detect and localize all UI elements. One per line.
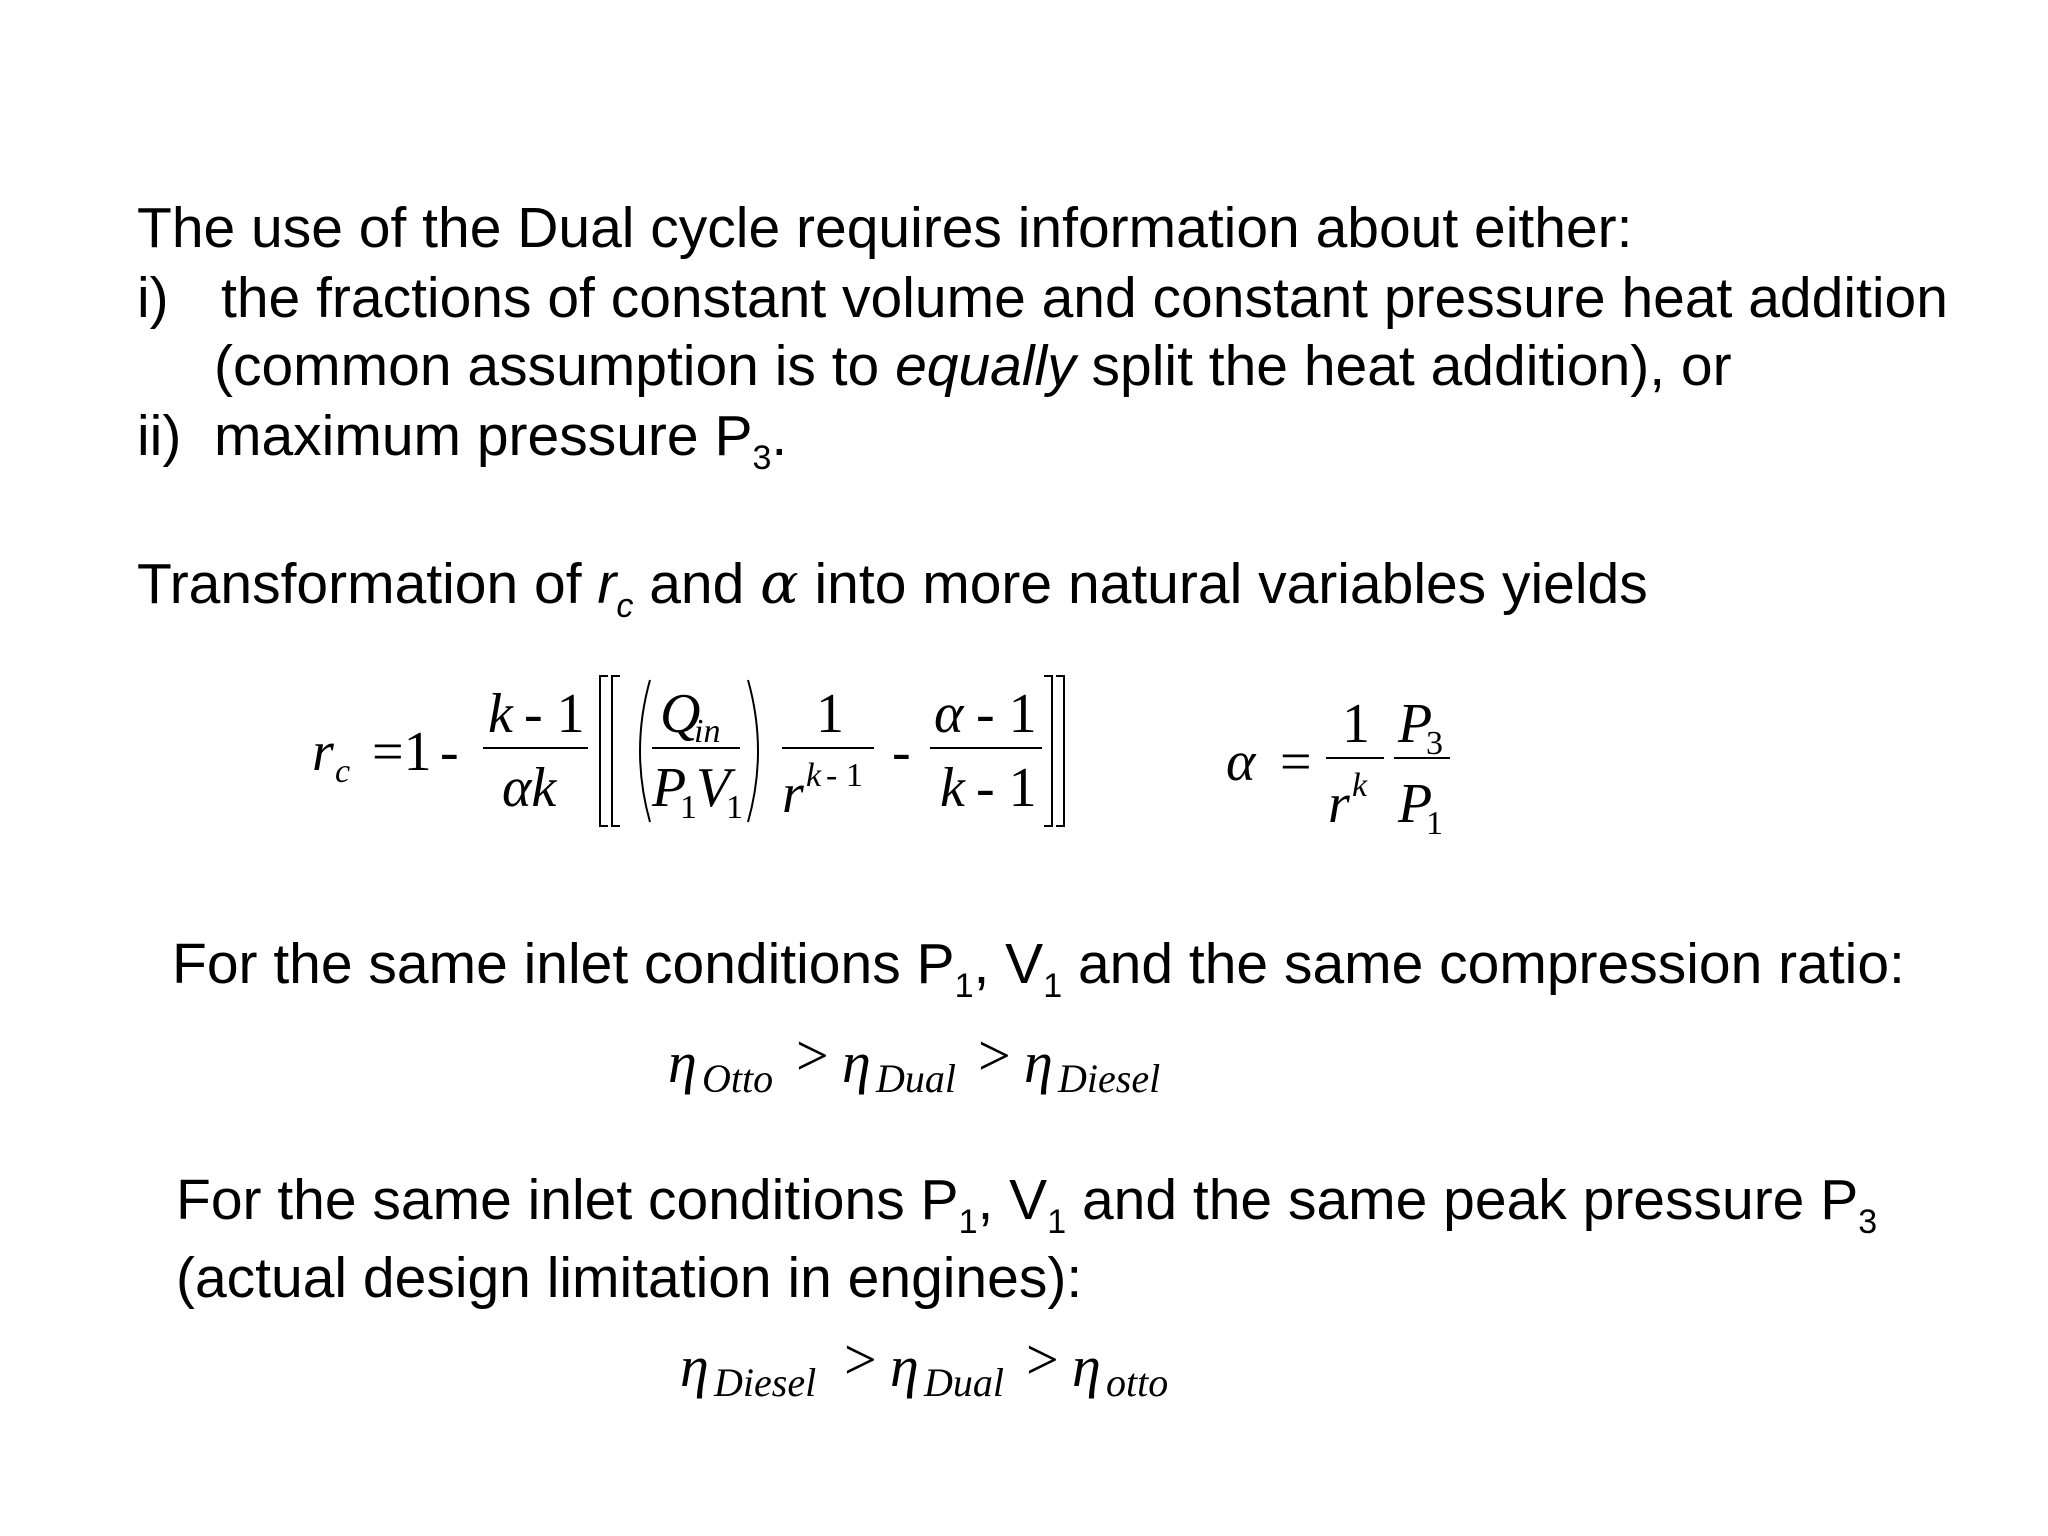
eq-rc-r: r (312, 721, 334, 783)
eq-frac1-num-rest: - 1 (524, 683, 585, 745)
eta2-c: η (1072, 1334, 1101, 1399)
eq-alpha-symbol: α (1226, 731, 1256, 793)
compare1-c: and the same compression ratio: (1062, 932, 1905, 996)
eq-rc-equals-one: =1 (372, 721, 432, 783)
eq-frac4-num-rest: - 1 (976, 683, 1037, 745)
eq-minus2: - (892, 721, 911, 783)
compare2-sub2: 1 (1047, 1203, 1067, 1241)
eq-P1: P (652, 757, 687, 819)
subscript-3: 3 (752, 439, 772, 477)
period: . (771, 404, 788, 468)
eq-frac4-den-k: k (940, 757, 965, 819)
emphasis-equally: equally (895, 334, 1076, 398)
eta1-b: η (842, 1030, 871, 1095)
eq-alpha-frac1-num: 1 (1342, 693, 1370, 755)
list-item-ii-text: maximum pressure P (214, 404, 753, 468)
compare1-sub2: 1 (1043, 967, 1063, 1005)
eta2-gt2: > (1026, 1327, 1059, 1392)
compare2-line2: (actual design limitation in engines): (176, 1246, 1083, 1310)
eq-P1-sub: 1 (680, 789, 697, 826)
alpha-equation (1226, 693, 1450, 842)
compare2-line1 (176, 1168, 1878, 1241)
eta-comparison-1 (668, 1023, 1160, 1101)
compare2-b: , V (977, 1168, 1048, 1232)
eta2-a-sub: Diesel (714, 1360, 817, 1405)
eta1-a-sub: Otto (702, 1056, 774, 1101)
intro-line: The use of the Dual cycle requires information about either: (137, 196, 1633, 260)
eta-comparison-2 (680, 1327, 1168, 1405)
eq-alpha-P1-sub: 1 (1426, 805, 1443, 842)
rc-equation (312, 676, 1064, 826)
eq-alpha-equals: = (1280, 731, 1312, 793)
eq-V1-sub: 1 (726, 789, 743, 826)
list-marker-i: i) (137, 266, 169, 330)
eta2-gt1: > (844, 1327, 877, 1392)
list-item-i: the fractions of constant volume and constant pressure heat addition (221, 266, 1948, 330)
symbol-r: r (597, 552, 617, 616)
eq-rc-sub-c: c (335, 753, 351, 790)
eta2-b: η (890, 1334, 919, 1399)
compare2-a: For the same inlet conditions P (176, 1168, 959, 1232)
compare2-c: and the same peak pressure P (1066, 1168, 1859, 1232)
continuation-part-b: split the heat addition), or (1075, 334, 1732, 398)
eq-frac1-num: k (488, 683, 513, 745)
eq-frac3-num: 1 (816, 683, 844, 745)
eq-alpha-P3: P (1398, 693, 1433, 755)
compare1-line (172, 932, 1905, 1005)
eta1-c: η (1024, 1030, 1053, 1095)
eq-paren-right (748, 680, 758, 822)
continuation-part-a: (common assumption is to (214, 334, 896, 398)
eq-rc-minus: - (440, 721, 459, 783)
eta2-c-sub: otto (1106, 1360, 1169, 1405)
eq-paren-left (640, 680, 650, 822)
eta1-gt2: > (978, 1023, 1011, 1088)
eq-frac4-num-alpha: α (934, 683, 964, 745)
eq-Q: Q (660, 683, 701, 745)
compare1-b: , V (973, 932, 1044, 996)
eq-V1: V (696, 757, 731, 819)
eq-alpha-P3-sub: 3 (1426, 725, 1443, 762)
eq-frac3-exp-k: k (806, 757, 822, 794)
symbol-alpha: α (760, 551, 799, 617)
eq-frac3-r: r (782, 763, 804, 825)
eq-bracket-right-inner (1044, 676, 1052, 826)
eta1-gt1: > (796, 1023, 829, 1088)
eq-frac4-den-rest: - 1 (976, 757, 1037, 819)
eta2-b-sub: Dual (924, 1360, 1004, 1405)
list-marker-ii: ii) (137, 404, 182, 468)
eq-bracket-left-inner (612, 676, 620, 826)
eq-frac3-exp-rest: - 1 (826, 757, 863, 794)
eq-Q-sub-in: in (694, 713, 721, 750)
eta1-a: η (668, 1030, 697, 1095)
eq-alpha-P1: P (1398, 773, 1433, 835)
subscript-c: c (616, 587, 634, 625)
eq-bracket-left-outer (600, 676, 608, 826)
compare2-sub3: 3 (1858, 1203, 1878, 1241)
compare1-sub1: 1 (954, 967, 974, 1005)
eta2-a: η (680, 1334, 709, 1399)
eq-alpha-r: r (1328, 773, 1350, 835)
eq-bracket-right-outer (1056, 676, 1064, 826)
eta1-b-sub: Dual (876, 1056, 956, 1101)
eq-frac1-den: αk (502, 757, 557, 819)
eta1-c-sub: Diesel (1058, 1056, 1161, 1101)
compare2-sub1: 1 (958, 1203, 978, 1241)
transform-part-c: into more natural variables yields (798, 552, 1648, 616)
eq-alpha-exp-k: k (1352, 767, 1368, 804)
compare1-a: For the same inlet conditions P (172, 932, 955, 996)
transform-part-b: and (633, 552, 761, 616)
transform-part-a: Transformation of (137, 552, 598, 616)
